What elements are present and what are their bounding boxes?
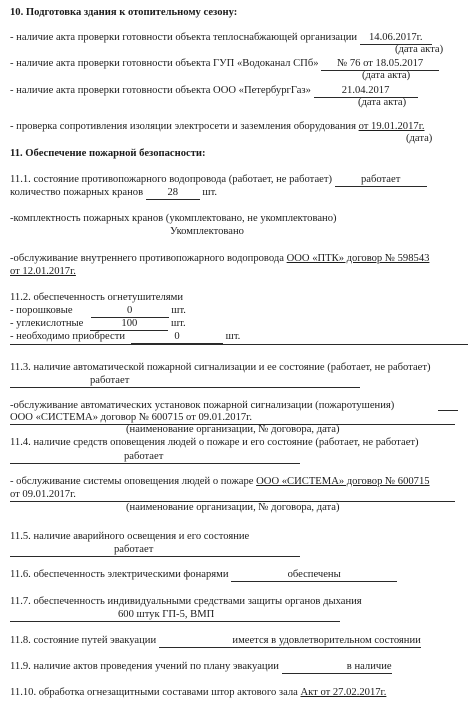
respiratory-label: 11.7. обеспеченность индивидуальными средствами защиты органов дыхания (10, 596, 362, 607)
act-heat-label: - наличие акта проверки готовности объекта теплоснабжающей организации 14.06.2017г. (10, 31, 432, 45)
act-gas-note: (дата акта) (358, 97, 407, 108)
alert-means-row (10, 450, 300, 464)
curtains-value: Акт от 27.02.2017г. (300, 687, 387, 698)
alert-service-note: (наименование организации, № договора, дата) (126, 502, 340, 513)
co2-row: - углекислотные 100 шт. (10, 318, 186, 329)
flashlights-label: 11.6. обеспеченность электрическими фонарями обеспечены (10, 568, 397, 582)
need-row: - необходимо приобрести 0 шт. (10, 331, 241, 342)
hydrants-count: 28 (146, 187, 200, 200)
powder-row: - порошковые 0 шт. (10, 305, 186, 316)
fire-alarm-label: 11.3. наличие автоматической пожарной сигнализации и ее состояние (работает, не работает) (10, 362, 431, 373)
extinguishers-label: 11.2. обеспеченность огнетушителями (10, 292, 183, 303)
evacuation-value: имеется в удовлетворительном состоянии (159, 635, 421, 648)
auto-service-note: (наименование организации, № договора, дата) (126, 424, 340, 435)
water-supply-value: работает (335, 174, 427, 187)
respiratory-value: 600 штук ГП-5, ВМП (10, 609, 340, 622)
act-water-note: (дата акта) (362, 70, 411, 81)
respiratory-row (10, 608, 340, 622)
drills-value: в наличие (282, 661, 392, 674)
hydrants-label: количество пожарных кранов 28 шт. (10, 187, 218, 198)
alert-service-row (10, 488, 455, 502)
alert-service-value: ООО «СИСТЕМА» договор № 600715 (256, 476, 430, 487)
act-heat-date: 14.06.2017г. (360, 32, 432, 45)
insulation-value: от 19.01.2017г. (358, 121, 425, 132)
alert-service-label: - обслуживание системы оповещения людей о пожаре ООО «СИСТЕМА» договор № 600715 (10, 476, 430, 487)
emergency-light-label: 11.5. наличие аварийного освещения и его состояние (10, 531, 250, 542)
insulation-note: (дата) (406, 133, 433, 144)
emergency-light-value: работает (10, 544, 300, 557)
section-10-heading: 10. Подготовка здания к отопительному сезону: (10, 7, 238, 18)
completeness-value: Укомплектовано (170, 226, 244, 237)
hydrant-service-date: от 12.01.2017г. (10, 266, 76, 277)
alert-means-value: работает (10, 451, 300, 464)
act-heat-note: (дата акта) (395, 44, 444, 55)
fire-alarm-row (10, 374, 360, 388)
fire-alarm-value: работает (10, 375, 360, 388)
completeness-label: -комплектность пожарных кранов (укомплектовано, не укомплектовано) (10, 213, 337, 224)
co2-count: 100 (90, 318, 168, 331)
flashlights-value: обеспечены (231, 569, 397, 582)
evacuation-label: 11.8. состояние путей эвакуации имеется в удовлетворительном состоянии (10, 635, 421, 646)
act-gas-date: 21.04.2017 (314, 85, 418, 98)
act-water-value: № 76 от 18.05.2017 (321, 58, 439, 71)
hydrant-service-label: -обслуживание внутреннего противопожарного водопровода ООО «ПТК» договор № 598543 (10, 253, 430, 264)
section-11-heading: 11. Обеспечение пожарной безопасности: (10, 148, 206, 159)
water-supply-label: 11.1. состояние противопожарного водопровода (работает, не работает) работает (10, 173, 427, 187)
auto-service-label: -обслуживание автоматических установок пожарной сигнализации (пожаротушения) (10, 400, 395, 411)
alert-means-label: 11.4. наличие средств оповещения людей о пожаре и его состояние (работает, не работает) (10, 437, 419, 448)
act-water-label: - наличие акта проверки готовности объекта ГУП «Водоканал СПб» № 76 от 18.05.2017 (10, 57, 439, 71)
hydrant-service-value: ООО «ПТК» договор № 598543 (286, 253, 430, 264)
emergency-light-row (10, 543, 300, 557)
alert-service-date: от 09.01.2017г. (10, 489, 455, 502)
powder-count: 0 (91, 305, 169, 318)
need-count: 0 (131, 331, 223, 344)
divider-line (10, 344, 468, 345)
drills-label: 11.9. наличие актов проведения учений по плану эвакуации в наличие (10, 661, 392, 672)
curtains-label: 11.10. обработка огнезащитными составами штор актового зала Акт от 27.02.2017г. (10, 687, 387, 698)
act-gas-label: - наличие акта проверки готовности объекта ООО «ПетербургГаз» 21.04.2017 (10, 84, 418, 98)
auto-service-value: ООО «СИСТЕМА» договор № 600715 от 09.01.2017г. (10, 412, 455, 425)
insulation-label: - проверка сопротивления изоляции электросети и заземления оборудования от 19.01.2017г. (10, 121, 425, 132)
